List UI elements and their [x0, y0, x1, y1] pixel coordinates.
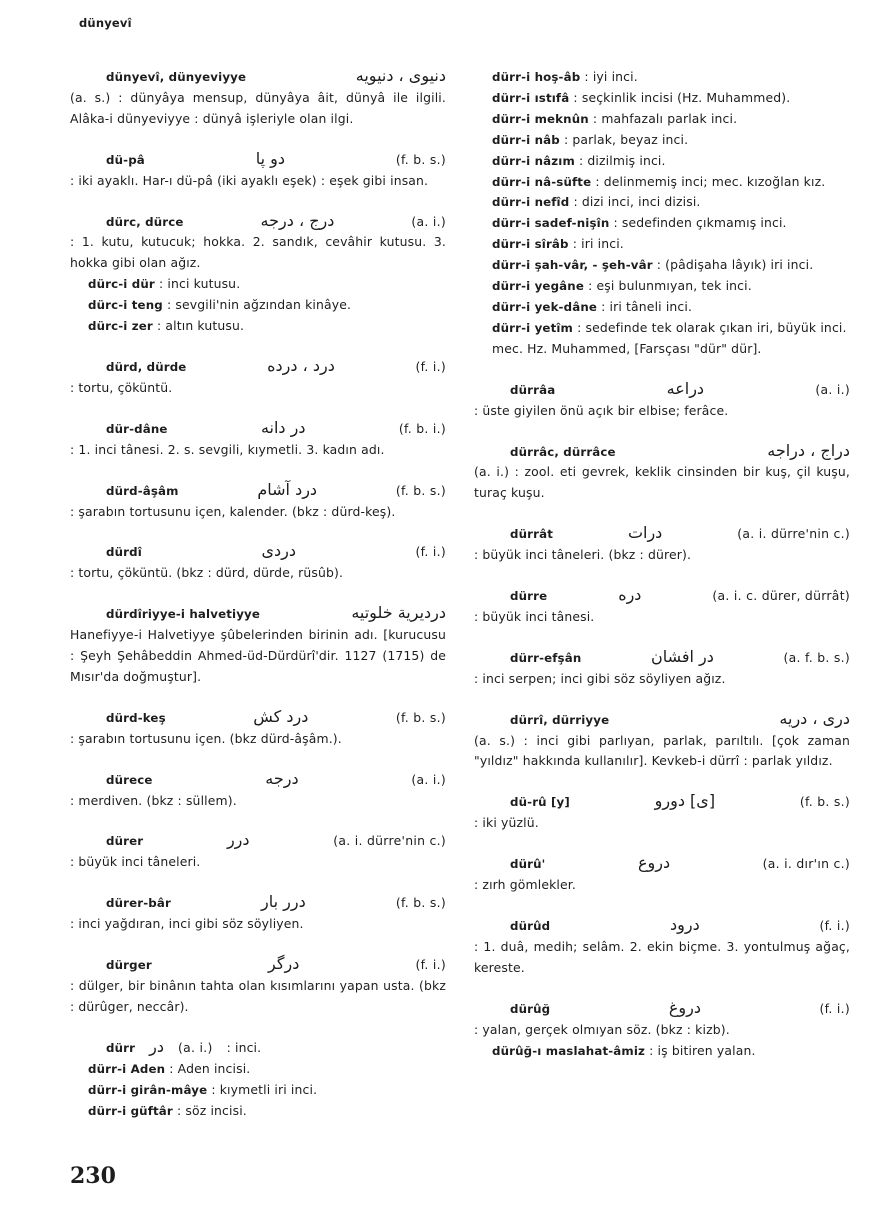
headword: dünyevî, dünyeviyye [106, 70, 247, 84]
headword: dürr-i nâ-süfte [492, 174, 592, 189]
arabic-script: دو پا [255, 148, 285, 168]
headword: dürr-i ıstıfâ [492, 90, 570, 105]
definition: : inci kutusu. [158, 276, 241, 292]
entry-headline [474, 380, 850, 401]
sub-entry [474, 234, 850, 255]
sub-entry [474, 255, 850, 276]
headword: dürdî [106, 545, 142, 560]
sub-entry [474, 192, 850, 213]
dictionary-entry [70, 542, 446, 584]
dictionary-entry [70, 1038, 446, 1059]
arabic-script: درج ، درجه [260, 210, 335, 230]
grammar-abbrev: (a. f. b. s.) [783, 649, 850, 665]
entry-headline [70, 604, 446, 625]
arabic-script: درد آشام [257, 479, 318, 499]
dictionary-entry [474, 380, 850, 422]
definition: : (pâdişaha lâyık) iri inci. [656, 257, 814, 273]
arabic-script: درديرية خلوتيه [351, 603, 446, 623]
definition: : iş bitiren yalan. [649, 1042, 756, 1058]
headword: dürrâa [510, 382, 556, 397]
definition: : söz incisi. [176, 1102, 247, 1118]
headword: dürer-bâr [106, 896, 171, 911]
dictionary-entry [70, 893, 446, 935]
headword: dürrî, dürriyye [510, 712, 610, 727]
definition: : 1. inci tânesi. 2. s. sevgili, kıymetli. 3. kadın adı. [70, 441, 385, 457]
headword: dürr-efşân [510, 650, 582, 665]
entry-headline [474, 792, 850, 813]
entry-headline [70, 150, 446, 171]
headword: dürû' [510, 857, 546, 872]
grammar-abbrev: (a. i.) [411, 213, 446, 229]
definition: : iki ayaklı. Har-ı dü-pâ (iki ayaklı eşek) : eşek gibi insan. [70, 172, 429, 188]
dictionary-entry [70, 481, 446, 523]
headword: dürr-i hoş-âb [492, 70, 581, 84]
entry-headline [474, 916, 850, 937]
entry-headline [70, 893, 446, 914]
dictionary-entry [70, 212, 446, 275]
dictionary-entry [70, 150, 446, 192]
entry-headline [474, 648, 850, 669]
page-number: 230 [70, 1163, 116, 1189]
headword: dürr-i sadef-nişîn [492, 216, 610, 231]
dictionary-entry [474, 854, 850, 896]
headword: dürr [106, 1040, 136, 1055]
sub-entry [474, 151, 850, 172]
headword: dürc-i dür [88, 277, 155, 292]
dictionary-entry [474, 999, 850, 1041]
sub-entry [474, 213, 850, 234]
definition: : tortu, çöküntü. [70, 379, 173, 395]
definition: : parlak, beyaz inci. [563, 131, 689, 147]
definition: (a. s.) : inci gibi parlıyan, parlak, parıltılı. [çok zaman "yıldız" hakkında kullanılır]. Kevkeb-i dürrî : parlak yıldız. [474, 732, 850, 769]
headword: dürd, dürde [106, 359, 187, 374]
sub-entry [474, 67, 850, 88]
definition: : dizi inci, inci dizisi. [573, 194, 701, 210]
arabic-script: دروغ [668, 997, 701, 1017]
sub-entry [70, 1059, 446, 1080]
headword: dürr-i yetîm [492, 320, 573, 335]
arabic-script: درد كش [253, 706, 309, 726]
definition: (a. s.) : dünyâya mensup, dünyâya âit, dünyâ ile ilgili. Alâka-i dünyeviyye : dünyâ işleriyle olan ilgi. [70, 89, 446, 126]
headword: dürr-i güftâr [88, 1103, 173, 1118]
grammar-abbrev: (f. i.) [415, 358, 446, 374]
headword: dürd-âşâm [106, 483, 179, 498]
dictionary-entry [474, 586, 850, 628]
entry-headline [70, 955, 446, 976]
grammar-abbrev: (a. i. dürre'nin c.) [737, 526, 850, 542]
entry-headline [70, 67, 446, 88]
dictionary-entry [70, 955, 446, 1018]
definition: : altın kutusu. [156, 318, 245, 334]
entry-headline [70, 357, 446, 378]
definition: (a. i.) : zool. eti gevrek, keklik cinsinden bir kuş, çil kuşu, turaç kuşu. [474, 464, 850, 501]
definition: : iri inci. [572, 236, 624, 252]
arabic-script: درر بار [261, 892, 306, 912]
definition: : inci serpen; inci gibi söz söyliyen ağız. [474, 670, 726, 686]
entry-headline [70, 831, 446, 852]
definition: : iyi inci. [584, 69, 638, 84]
headword: dü-pâ [106, 152, 145, 167]
arabic-script: دروع [637, 853, 671, 873]
entry-headline [70, 542, 446, 563]
definition: : 1. kutu, kutucuk; hokka. 2. sandık, cevâhir kutusu. 3. hokka gibi olan ağız. [70, 234, 446, 271]
definition: : şarabın tortusunu içen. (bkz dürd-âşâm.). [70, 730, 342, 746]
dictionary-entry [474, 648, 850, 690]
definition: : sevgili'nin ağzından kinâye. [166, 297, 352, 313]
definition: Hanefiyye-i Halvetiyye şûbelerinden birinin adı. [kurucusu : Şeyh Şehâbeddin Ahmed-üd-Dürdürî'dir. 1127 (1715) de Mısır'da doğmuştur]. [70, 627, 446, 684]
sub-entry [474, 297, 850, 318]
definition: : Aden incisi. [169, 1060, 251, 1076]
sub-entry [70, 1080, 446, 1101]
definition: : büyük inci tâneleri. [70, 854, 201, 870]
definition: : büyük inci tânesi. [474, 608, 595, 624]
definition: : yalan, gerçek olmıyan söz. (bkz : kizb). [474, 1021, 730, 1037]
definition: : şarabın tortusunu içen, kalender. (bkz : dürd-keş). [70, 503, 396, 519]
grammar-abbrev: (f. i.) [415, 544, 446, 560]
arabic-script: درر [226, 830, 250, 850]
sub-entry [70, 295, 446, 316]
entry-headline [474, 524, 850, 545]
sub-entry [70, 316, 446, 337]
headword: dü-rû [y] [510, 795, 570, 810]
sub-entry [474, 1041, 850, 1062]
dictionary-entry [70, 357, 446, 399]
definition: : iri tâneli inci. [601, 298, 693, 314]
arabic-script: دره [618, 585, 642, 605]
sub-entry [70, 274, 446, 295]
definition: : delinmemiş inci; mec. kızoğlan kız. [595, 173, 826, 189]
running-head: dünyevî [79, 16, 132, 30]
grammar-abbrev: (f. i.) [819, 918, 850, 933]
headword: dür-dâne [106, 421, 168, 436]
arabic-script: دنيوى ، دنيويه [355, 66, 446, 85]
dictionary-entry [474, 710, 850, 773]
definition: : zırh gömlekler. [474, 877, 576, 893]
entry-headline [70, 770, 446, 791]
entry-headline [474, 710, 850, 731]
dictionary-entry [474, 792, 850, 834]
sub-entry [474, 130, 850, 151]
definition: : merdiven. (bkz : süllem). [70, 792, 237, 808]
grammar-abbrev: (f. b. s.) [395, 709, 446, 725]
sub-entry [474, 109, 850, 130]
grammar-abbrev: (a. i.) [815, 381, 850, 397]
headword: dürrât [510, 527, 553, 542]
definition: : seçkinlik incisi (Hz. Muhammed). [573, 89, 791, 105]
arabic-script: درگر [268, 954, 300, 974]
headword: dürr-i Aden [88, 1061, 166, 1076]
headword: dürr-i şah-vâr, - şeh-vâr [492, 258, 653, 273]
arabic-script: درود [670, 915, 700, 934]
headword: dürrâc, dürrâce [510, 444, 616, 459]
arabic-script: در دانه [260, 417, 306, 437]
definition: : tortu, çöküntü. (bkz : dürd, dürde, rüsûb). [70, 565, 344, 581]
arabic-script: دراج ، دراجه [767, 440, 850, 460]
grammar-abbrev: (f. b. s.) [395, 482, 446, 498]
dictionary-entry [70, 419, 446, 461]
grammar-abbrev: (a. i. dır'ın c.) [762, 856, 850, 872]
sub-entry [474, 276, 850, 297]
grammar-abbrev: (f. i.) [819, 1000, 850, 1016]
definition: : sedefinden çıkmamış inci. [613, 215, 787, 231]
headword: dürc-i zer [88, 319, 153, 334]
headword: dürûğ [510, 1001, 551, 1016]
sub-entry [70, 1101, 446, 1122]
dictionary-entry [70, 770, 446, 812]
definition: : iki yüzlü. [474, 815, 539, 831]
headword: dürr-i nâzım [492, 153, 575, 168]
headword: dürc-i teng [88, 298, 163, 313]
entry-headline [474, 854, 850, 875]
left-column [70, 67, 446, 1121]
definition: : eşi bulunmıyan, tek inci. [588, 278, 752, 294]
dictionary-entry [474, 524, 850, 566]
arabic-script: [ى] دورو [654, 791, 716, 811]
definition: : inci yağdıran, inci gibi söz söyliyen. [70, 916, 304, 932]
headword: dürr-i nâb [492, 132, 560, 147]
entry-headline [70, 1038, 446, 1059]
arabic-script: درجه [265, 768, 299, 788]
headword: dürr-i yegâne [492, 279, 584, 294]
definition: : 1. duâ, medih; selâm. 2. ekin biçme. 3. yontulmuş ağaç, kereste. [474, 938, 850, 975]
right-column [474, 67, 850, 1061]
dictionary-entry [474, 442, 850, 505]
definition: : üste giyilen önü açık bir elbise; ferâce. [474, 402, 729, 418]
grammar-abbrev: (f. i.) [415, 957, 446, 973]
dictionary-entry [70, 604, 446, 688]
headword: dürre [510, 589, 548, 604]
headword: dürr-i yek-dâne [492, 299, 598, 314]
headword: dürdîriyye-i halvetiyye [106, 607, 261, 622]
grammar-abbrev: (f. b. i.) [398, 420, 446, 436]
arabic-script: درى ، دريه [779, 708, 850, 728]
grammar-abbrev: (a. i. dürre'nin c.) [333, 833, 446, 849]
entry-headline [70, 481, 446, 502]
entry-headline [70, 419, 446, 440]
grammar-abbrev: (a. i.) [177, 1039, 213, 1055]
headword: dürr-i sîrâb [492, 237, 569, 252]
headword: dürûğ-ı maslahat-âmiz [492, 1043, 646, 1058]
sub-entry [474, 88, 850, 109]
headword: dürr-i girân-mâye [88, 1082, 208, 1097]
dictionary-entry [70, 831, 446, 873]
headword: dürc, dürce [106, 214, 184, 229]
definition: : inci. [226, 1039, 262, 1055]
grammar-abbrev: (f. b. s.) [395, 151, 446, 167]
headword: dürûd [510, 919, 551, 933]
headword: dürece [106, 772, 153, 787]
dictionary-entry [70, 708, 446, 750]
arabic-script: درد ، درده [267, 355, 335, 375]
headword: dürr-i meknûn [492, 111, 589, 126]
grammar-abbrev: (a. i. c. dürer, dürrât) [712, 588, 850, 604]
definition: : dizilmiş inci. [578, 152, 666, 168]
headword: dürr-i nefîd [492, 195, 570, 210]
dictionary-entry [70, 67, 446, 130]
arabic-script: درات [627, 523, 663, 543]
grammar-abbrev: (f. b. s.) [799, 794, 850, 810]
headword: dürger [106, 958, 152, 973]
definition: : kıymetli iri inci. [211, 1081, 318, 1097]
dictionary-entry [474, 916, 850, 979]
definition: : sedefinde tek olarak çıkan iri, büyük inci. mec. Hz. Muhammed, [Farsçası "dür" dür]. [492, 319, 847, 356]
arabic-script: در افشان [650, 646, 714, 666]
entry-headline [70, 212, 446, 233]
arabic-script: دردى [261, 541, 296, 561]
definition: : büyük inci tâneleri. (bkz : dürer). [474, 547, 692, 563]
grammar-abbrev: (f. b. s.) [395, 895, 446, 911]
entry-headline [474, 999, 850, 1020]
entry-headline [474, 442, 850, 463]
definition: : dülger, bir binânın tahta olan kısımlarını yapan usta. (bkz : dürûger, neccâr). [70, 978, 446, 1014]
entry-headline [474, 586, 850, 607]
arabic-script: در [149, 1036, 164, 1056]
definition: : mahfazalı parlak inci. [592, 110, 738, 126]
grammar-abbrev: (a. i.) [411, 771, 446, 787]
arabic-script: دراعه [666, 378, 705, 398]
headword: dürer [106, 834, 144, 849]
sub-entry [474, 172, 850, 193]
headword: dürd-keş [106, 710, 166, 725]
sub-entry [474, 318, 850, 360]
entry-headline [70, 708, 446, 729]
